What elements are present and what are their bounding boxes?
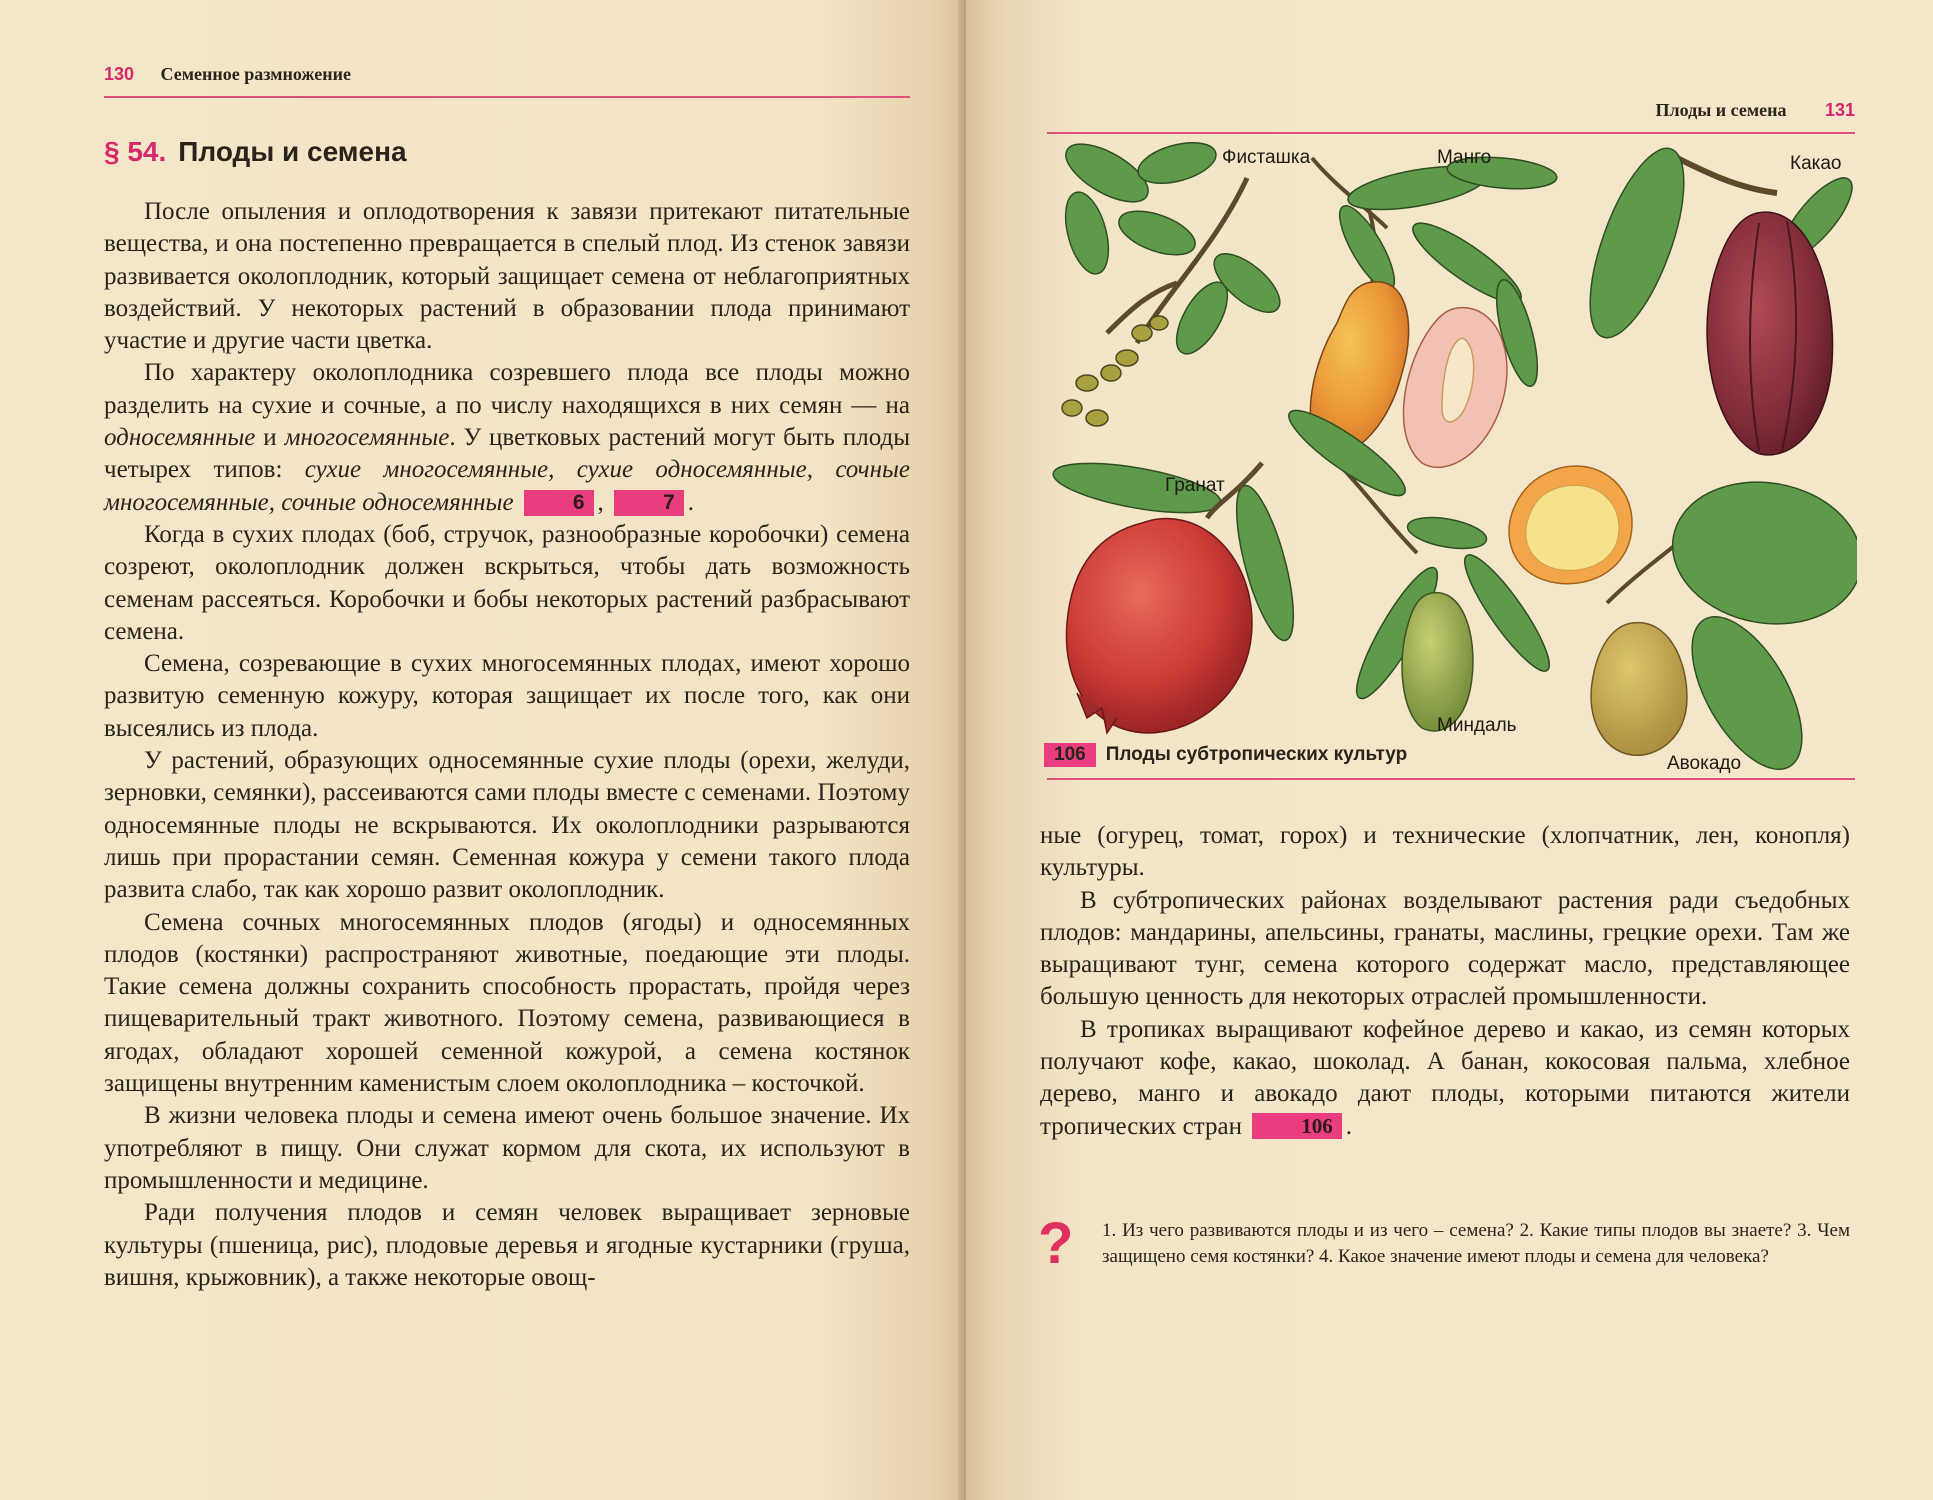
- paragraph: ные (огурец, томат, горох) и технические (хлопчатник, лен, конопля) культуры.: [1040, 822, 1850, 882]
- text-span: По характеру околоплодника созревшего плода все плоды можно разделить на сухие и сочные, а по числу находящихся в них семян — на: [104, 359, 910, 419]
- figure-ref-106[interactable]: 106: [1252, 1113, 1342, 1139]
- left-header-rule: [104, 96, 910, 98]
- paragraph: Семена сочных многосемянных плодов (ягоды) и односемянных плодов (костянки) распространяют животные, поедающие эти плоды. Такие семена должны сохранить способность прорастать, пройдя через пищеварительный тракт животного. Поэтому семена, развивающиеся в ягодах, обладают хорошей семенной кожурой, а семена костянок защищены внутренним каменистым слоем околоплодника – косточкой.: [104, 908, 910, 1098]
- paragraph: После опыления и оплодотворения к завязи притекают питательные вещества, и она постепенно превращается в спелый плод. Из стенок завязи развивается околоплодник, который защищает семена от неблагоприятных воздействий. У некоторых растений в образовании плода принимают участие и другие части цветка.: [104, 198, 910, 355]
- section-title: Плоды и семена: [178, 136, 407, 167]
- paragraph: [104, 357, 910, 518]
- label-pistachio: Фисташка: [1222, 147, 1311, 168]
- text-span: и: [255, 424, 285, 452]
- fruit-illustration: [1047, 133, 1857, 793]
- figure-ref-7[interactable]: 7: [614, 490, 684, 516]
- right-running-head: [1656, 100, 1855, 121]
- label-avocado: Авокадо: [1667, 753, 1742, 774]
- question-mark-icon: ?: [1038, 1211, 1074, 1276]
- paragraph: [1040, 1014, 1850, 1143]
- paragraph: Когда в сухих плодах (боб, стручок, разнообразные коробочки) семена созреют, околоплодник должен вскрыться, чтобы дать возможность семенам рассеяться. Коробочки и бобы некоторых растений разбрасывают семена.: [104, 520, 910, 645]
- paragraph: Ради получения плодов и семян человек выращивает зерновые культуры (пшеница, рис), плодовые деревья и ягодные кустарники (груша, вишня, крыжовник), а также некоторые овощ-: [104, 1199, 910, 1291]
- review-questions: 1. Из чего развиваются плоды и из чего – семена? 2. Какие типы плодов вы знаете? 3. Чем защищено семя костянки? 4. Какое значение имеют плоды и семена для человека?: [1102, 1220, 1850, 1267]
- paragraph: В субтропических районах возделывают растения ради съедобных плодов: мандарины, апельсины, гранаты, маслины, грецкие орехи. Там же выращивают тунг, семена которого содержат масло, представляющее большую ценность для некоторых отраслей промышленности.: [1040, 886, 1850, 1011]
- label-cacao: Какао: [1790, 153, 1842, 174]
- fruit-drawing: [1047, 133, 1857, 793]
- right-running-title: Плоды и семена: [1655, 100, 1787, 120]
- text-span: В тропиках выращивают кофейное дерево и какао, из семян которых получают кофе, какао, шоколад. А банан, кокосовая пальма, хлебное дерево, манго и авокадо дают плоды, которыми питаются жители тропических стран: [1040, 1015, 1850, 1140]
- ref-end: .: [687, 488, 694, 516]
- section-number: § 54.: [104, 136, 167, 167]
- paragraph: Семена, созревающие в сухих многосемянных плодах, имеют хорошо развитую семенную кожуру, которая защищает их после того, как они высеялись из плода.: [104, 650, 910, 742]
- caption-text: Плоды субтропических культур: [1105, 744, 1408, 765]
- italic-term: многосемянные: [284, 424, 450, 452]
- right-body-text: [1040, 820, 1850, 1143]
- left-running-title: Семенное размножение: [160, 64, 351, 84]
- figure-bottom-rule: [1047, 778, 1855, 780]
- label-almond: Миндаль: [1437, 715, 1517, 736]
- label-mango: Манго: [1437, 147, 1492, 168]
- right-page-number: 131: [1824, 100, 1855, 120]
- left-page: [0, 0, 966, 1500]
- caption-number: 106: [1044, 743, 1096, 767]
- paragraph: У растений, образующих односемянные сухие плоды (орехи, желуди, зерновки, семянки), рассеиваются сами плоды вместе с семенами. Поэтому односемянные плоды не вскрываются. Их околоплодники разрываются лишь при прорастании семян. Семенная кожура у семени такого плода развита слабо, так как хорошо развит околоплодник.: [104, 747, 910, 904]
- text-span: . У цветковых растений могут быть плоды четырех типов:: [104, 424, 910, 484]
- paragraph: В жизни человека плоды и семена имеют очень большое значение. Их употребляют в пищу. Они служат кормом для скота, их используют в промышленности и медицине.: [104, 1102, 910, 1194]
- left-running-head: [104, 64, 351, 85]
- ref-end: .: [1345, 1112, 1352, 1140]
- figure-ref-6[interactable]: 6: [524, 490, 594, 516]
- left-page-number: 130: [104, 64, 135, 84]
- italic-term: сухие многосемянные, сухие односемянные, сочные многосемянные, сочные односемянные: [104, 456, 910, 516]
- ref-separator: ,: [597, 488, 604, 516]
- italic-term: односемянные: [104, 424, 256, 452]
- left-body-text: [104, 196, 910, 1294]
- section-heading: [104, 136, 407, 168]
- label-pomegranate: Гранат: [1165, 475, 1225, 496]
- figure-caption: [1044, 743, 1407, 767]
